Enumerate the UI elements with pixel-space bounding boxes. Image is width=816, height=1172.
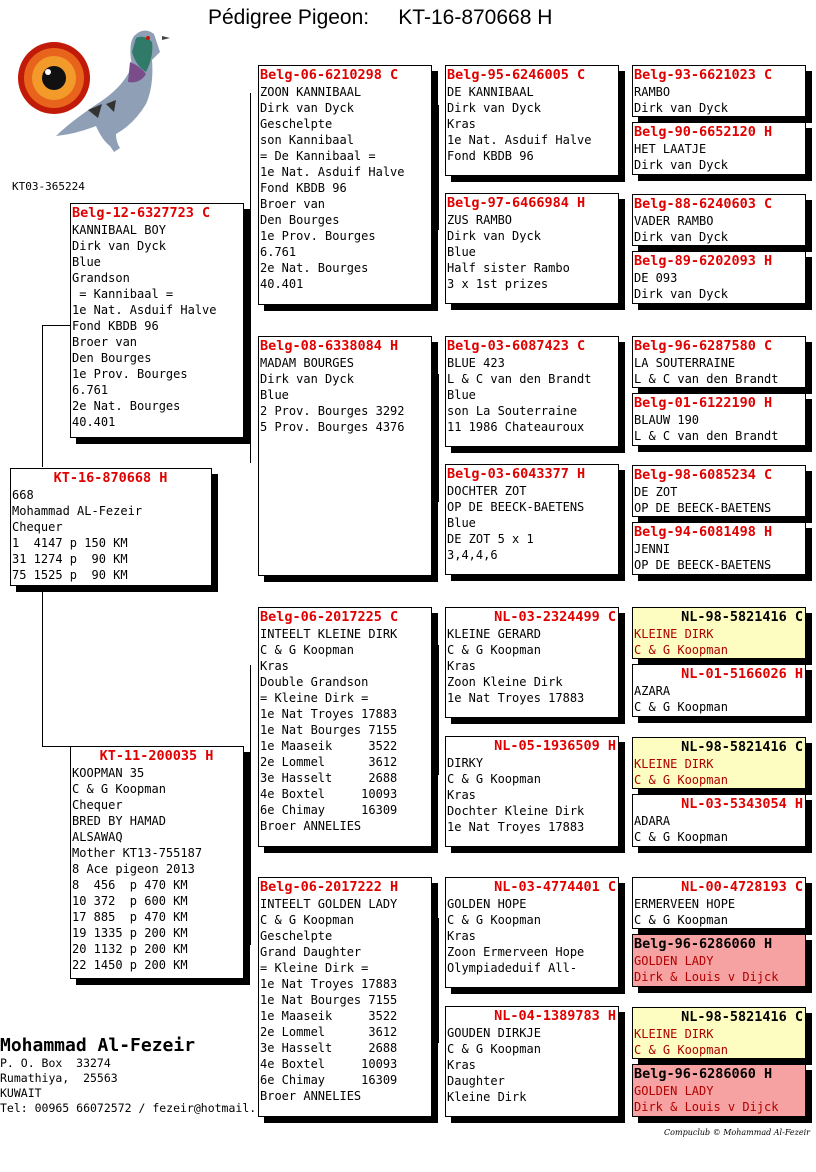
owner-name: Mohammad Al-Fezeir (0, 1035, 196, 1056)
connector-line (438, 374, 439, 502)
ring-number: Belg-93-6621023 C (634, 67, 773, 83)
pedigree-grandparent: Belg-08-6338084 H MADAM BOURGES Dirk van Dyck Blue 2 Prov. Bourges 3292 5 Prov. Bourges 4376 (258, 336, 432, 576)
pedigree-great-grandparent: Belg-97-6466984 H ZUS RAMBO Dirk van Dyck Blue Half sister Rambo 3 x 1st prizes (445, 193, 619, 304)
pedigree-ancestor: NL-03-5343054 H ADARA C & G Koopman (632, 794, 806, 847)
owner-contact (0, 1035, 262, 1116)
ring-number: Belg-03-6087423 C (447, 338, 586, 354)
ring-number: Belg-01-6122190 H (634, 395, 773, 411)
pedigree-ancestor: Belg-01-6122190 H BLAUW 190 L & C van den Brandt (632, 393, 806, 446)
connector-line (42, 586, 43, 746)
pedigree-great-grandparent: Belg-03-6087423 C BLUE 423 L & C van den Brandt Blue son La Souterraine 11 1986 Chateauroux (445, 336, 619, 447)
ring-number: Belg-03-6043377 H (447, 466, 586, 482)
ring-number: NL-04-1389783 H (494, 1008, 616, 1024)
ring-number: Belg-06-2017222 H (260, 879, 399, 895)
ring-number: NL-03-2324499 C (494, 609, 616, 625)
ring-number: KT-16-870668 H (53, 470, 168, 486)
owner-address: P. O. Box 33274 (0, 1056, 111, 1070)
owner-phone: Tel: 00965 66072572 / fezeir@hotmail. (0, 1101, 257, 1115)
pedigree-great-grandparent: NL-04-1389783 H GOUDEN DIRKJE C & G Koopman Kras Daughter Kleine Dirk (445, 1006, 619, 1117)
connector-line (42, 746, 70, 747)
pedigree-ancestor: Belg-88-6240603 C VADER RAMBO Dirk van Dyck (632, 194, 806, 246)
pedigree-great-grandparent: NL-03-4774401 C GOLDEN HOPE C & G Koopman Kras Zoon Ermerveen Hope Olympiadeduif All- (445, 877, 619, 988)
ring-number: NL-05-1936509 H (494, 738, 616, 754)
footer-credit: Compuclub © Mohammad Al-Fezeir (664, 1128, 810, 1137)
connector-line (250, 665, 251, 945)
pedigree-ancestor: Belg-96-6287580 C LA SOUTERRAINE L & C van den Brandt (632, 336, 806, 388)
pedigree-ancestor: NL-01-5166026 H AZARA C & G Koopman (632, 664, 806, 717)
ring-number: Belg-98-6085234 C (634, 467, 773, 483)
pedigree-ancestor: NL-98-5821416 C KLEINE DIRK C & G Koopman (632, 1007, 806, 1059)
pedigree-ancestor: Belg-96-6286060 H GOLDEN LADY Dirk & Louis v Dijck (632, 1064, 806, 1117)
pedigree-great-grandparent: Belg-95-6246005 C DE KANNIBAAL Dirk van Dyck Kras 1e Nat. Asduif Halve Fond KBDB 96 (445, 65, 619, 176)
pedigree-subject: KT-16-870668 H 668 Mohammad AL-Fezeir Chequer 1 4147 p 150 KM 31 1274 p 90 KM 75 1525 p 90 KM (10, 468, 212, 586)
ring-number: NL-03-4774401 C (494, 879, 616, 895)
pedigree-ancestor: Belg-93-6621023 C RAMBO Dirk van Dyck (632, 65, 806, 117)
ring-number: NL-01-5166026 H (681, 666, 803, 682)
pedigree-ancestor: Belg-96-6286060 H GOLDEN LADY Dirk & Louis v Dijck (632, 934, 806, 987)
pedigree-ancestor: Belg-98-6085234 C DE ZOT OP DE BEECK-BAETENS (632, 465, 806, 517)
pedigree-grandparent: Belg-06-6210298 C ZOON KANNIBAAL Dirk van Dyck Geschelpte son Kannibaal = De Kannibaal = 1e Nat. Asduif Halve Fond KBDB 96 Broer van Den Bourges 1e Prov. Bourges 6.761 2e Nat. Bourges 40.401 (258, 65, 432, 305)
ring-number: Belg-06-6210298 C (260, 67, 399, 83)
ring-number: Belg-12-6327723 C (72, 205, 211, 221)
connector-line (438, 918, 439, 1043)
ring-number: Belg-96-6286060 H (634, 936, 773, 952)
connector-line (250, 93, 251, 463)
pedigree-ancestor: Belg-89-6202093 H DE 093 Dirk van Dyck (632, 251, 806, 304)
pedigree-ancestor: NL-98-5821416 C KLEINE DIRK C & G Koopman (632, 607, 806, 659)
ring-number: Belg-88-6240603 C (634, 196, 773, 212)
ring-number: NL-00-4728193 C (681, 879, 803, 895)
pedigree-ancestor: NL-98-5821416 C KLEINE DIRK C & G Koopman (632, 737, 806, 789)
pedigree-ancestor: Belg-94-6081498 H JENNI OP DE BEECK-BAETENS (632, 522, 806, 575)
pedigree-great-grandparent: NL-05-1936509 H DIRKY C & G Koopman Kras Dochter Kleine Dirk 1e Nat Troyes 17883 (445, 736, 619, 847)
pigeon-logo (12, 14, 172, 166)
ring-number: NL-03-5343054 H (681, 796, 803, 812)
owner-address: Rumathiya, 25563 (0, 1071, 118, 1085)
connector-line (438, 645, 439, 775)
ring-number: NL-98-5821416 C (681, 1009, 803, 1025)
ring-number: Belg-94-6081498 H (634, 524, 773, 540)
ring-number: Belg-97-6466984 H (447, 195, 586, 211)
ring-number: NL-98-5821416 C (681, 609, 803, 625)
ring-number: Belg-08-6338084 H (260, 338, 399, 354)
pedigree-sire: Belg-12-6327723 C KANNIBAAL BOY Dirk van Dyck Blue Grandson = Kannibaal = 1e Nat. Asduif Halve Fond KBDB 96 Broer van Den Bourges 1e Prov. Bourges 6.761 2e Nat. Bourges 40.401 (70, 203, 244, 438)
logo-caption: KT03-365224 (12, 180, 85, 193)
ring-number: Belg-96-6287580 C (634, 338, 773, 354)
ring-number: Belg-06-2017225 C (260, 609, 399, 625)
pedigree-dam: KT-11-200035 H KOOPMAN 35 C & G Koopman Chequer BRED BY HAMAD ALSAWAQ Mother KT13-755187 8 Ace pigeon 2013 8 456 p 470 KM 10 372 p 600 KM 17 885 p 470 KM 19 1335 p 200 KM 20 1132 p 200 KM 22 1450 p 200 KM (70, 746, 244, 979)
ring-number: Belg-96-6286060 H (634, 1066, 773, 1082)
pedigree-grandparent: Belg-06-2017222 H INTEELT GOLDEN LADY C & G Koopman Geschelpte Grand Daughter = Kleine Dirk = 1e Nat Troyes 17883 1e Nat Bourges 7155 1e Maaseik 3522 2e Lommel 3612 3e Hasselt 2688 4e Boxtel 10093 6e Chimay 16309 Broer ANNELIES (258, 877, 432, 1117)
ring-number: Belg-90-6652120 H (634, 124, 773, 140)
ring-number: Belg-89-6202093 H (634, 253, 773, 269)
pedigree-grandparent: Belg-06-2017225 C INTEELT KLEINE DIRK C & G Koopman Kras Double Grandson = Kleine Dirk = 1e Nat Troyes 17883 1e Nat Bourges 7155 1e Maaseik 3522 2e Lommel 3612 3e Hasselt 2688 4e Boxtel 10093 6e Chimay 16309 Broer ANNELIES (258, 607, 432, 847)
pedigree-ancestor: NL-00-4728193 C ERMERVEEN HOPE C & G Koopman (632, 877, 806, 929)
connector-line (438, 105, 439, 230)
owner-address: KUWAIT (0, 1086, 42, 1100)
pedigree-great-grandparent: Belg-03-6043377 H DOCHTER ZOT OP DE BEECK-BAETENS Blue DE ZOT 5 x 1 3,4,4,6 (445, 464, 619, 575)
pedigree-great-grandparent: NL-03-2324499 C KLEINE GERARD C & G Koopman Kras Zoon Kleine Dirk 1e Nat Troyes 17883 (445, 607, 619, 718)
connector-line (42, 325, 43, 467)
page-title: Pédigree Pigeon: KT-16-870668 H (208, 6, 553, 29)
pedigree-ancestor: Belg-90-6652120 H HET LAATJE Dirk van Dyck (632, 122, 806, 175)
connector-line (42, 325, 70, 326)
ring-number: NL-98-5821416 C (681, 739, 803, 755)
ring-number: Belg-95-6246005 C (447, 67, 586, 83)
ring-number: KT-11-200035 H (99, 748, 214, 764)
